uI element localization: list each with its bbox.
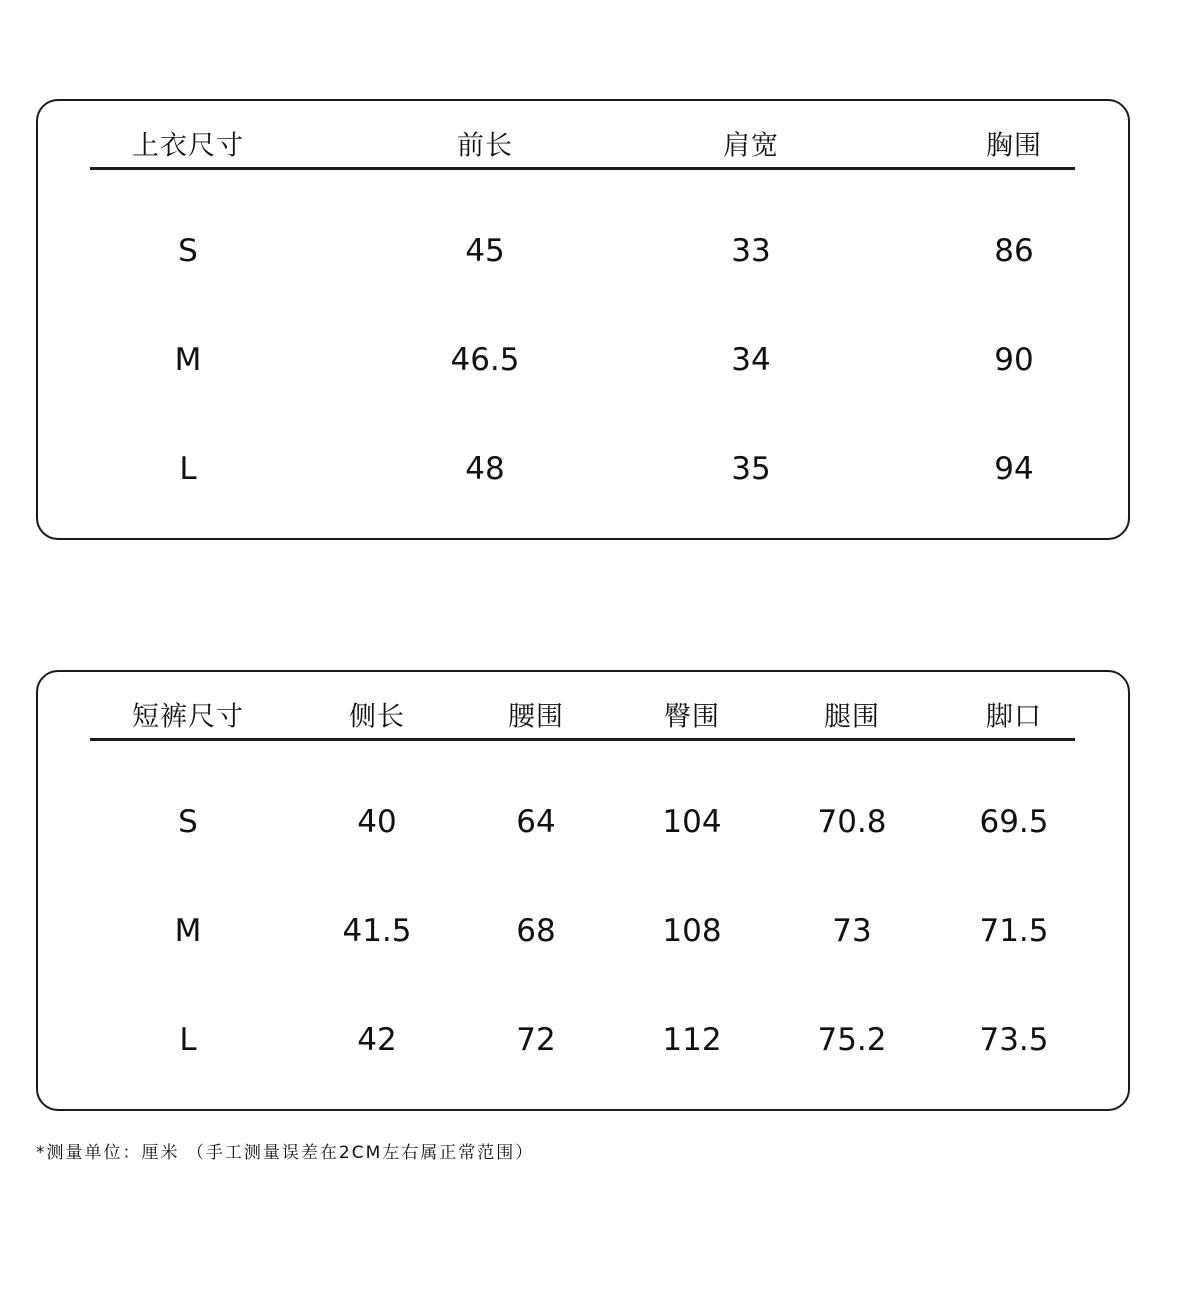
measurement-footnote: *测量单位：厘米 （手工测量误差在2CM左右属正常范围） — [36, 1143, 535, 1163]
shorts-row-s-size: S — [178, 804, 198, 840]
top-row-s-chest: 86 — [994, 233, 1034, 269]
shorts-header-side-length: 侧长 — [349, 701, 405, 733]
top-row-m-chest: 90 — [994, 342, 1034, 378]
top-row-l-front-length: 48 — [465, 451, 505, 487]
shorts-row-l-leg-opening: 73.5 — [979, 1022, 1049, 1058]
top-row-l-chest: 94 — [994, 451, 1034, 487]
shorts-row-m-side-length: 41.5 — [342, 913, 412, 949]
top-header-front-length: 前长 — [457, 130, 513, 162]
shorts-row-m-waist: 68 — [516, 913, 556, 949]
top-row-s-size: S — [178, 233, 198, 269]
top-header-chest: 胸围 — [986, 130, 1042, 162]
shorts-row-l-side-length: 42 — [357, 1022, 397, 1058]
shorts-row-m-hip: 108 — [662, 913, 722, 949]
top-row-s-front-length: 45 — [465, 233, 505, 269]
shorts-header-divider — [90, 738, 1075, 741]
shorts-row-m-size: M — [174, 913, 202, 949]
shorts-row-l-thigh: 75.2 — [817, 1022, 887, 1058]
shorts-row-s-leg-opening: 69.5 — [979, 804, 1049, 840]
shorts-header-thigh: 腿围 — [824, 701, 880, 733]
top-row-l-shoulder-width: 35 — [731, 451, 771, 487]
top-row-m-size: M — [174, 342, 202, 378]
top-row-s-shoulder-width: 33 — [731, 233, 771, 269]
shorts-row-l-size: L — [179, 1022, 197, 1058]
shorts-size-table — [36, 670, 1130, 1111]
shorts-row-m-leg-opening: 71.5 — [979, 913, 1049, 949]
shorts-row-s-side-length: 40 — [357, 804, 397, 840]
top-row-m-front-length: 46.5 — [450, 342, 520, 378]
shorts-header-leg-opening: 脚口 — [986, 701, 1042, 733]
shorts-header-size: 短裤尺寸 — [132, 701, 244, 733]
top-header-divider — [90, 167, 1075, 170]
shorts-row-s-hip: 104 — [662, 804, 722, 840]
top-header-size: 上衣尺寸 — [132, 130, 244, 162]
shorts-row-s-thigh: 70.8 — [817, 804, 887, 840]
shorts-header-waist: 腰围 — [508, 701, 564, 733]
shorts-row-l-hip: 112 — [662, 1022, 722, 1058]
top-row-m-shoulder-width: 34 — [731, 342, 771, 378]
shorts-header-hip: 臀围 — [664, 701, 720, 733]
top-size-table — [36, 99, 1130, 540]
top-header-shoulder-width: 肩宽 — [723, 130, 779, 162]
shorts-row-l-waist: 72 — [516, 1022, 556, 1058]
top-row-l-size: L — [179, 451, 197, 487]
shorts-row-m-thigh: 73 — [832, 913, 872, 949]
shorts-row-s-waist: 64 — [516, 804, 556, 840]
